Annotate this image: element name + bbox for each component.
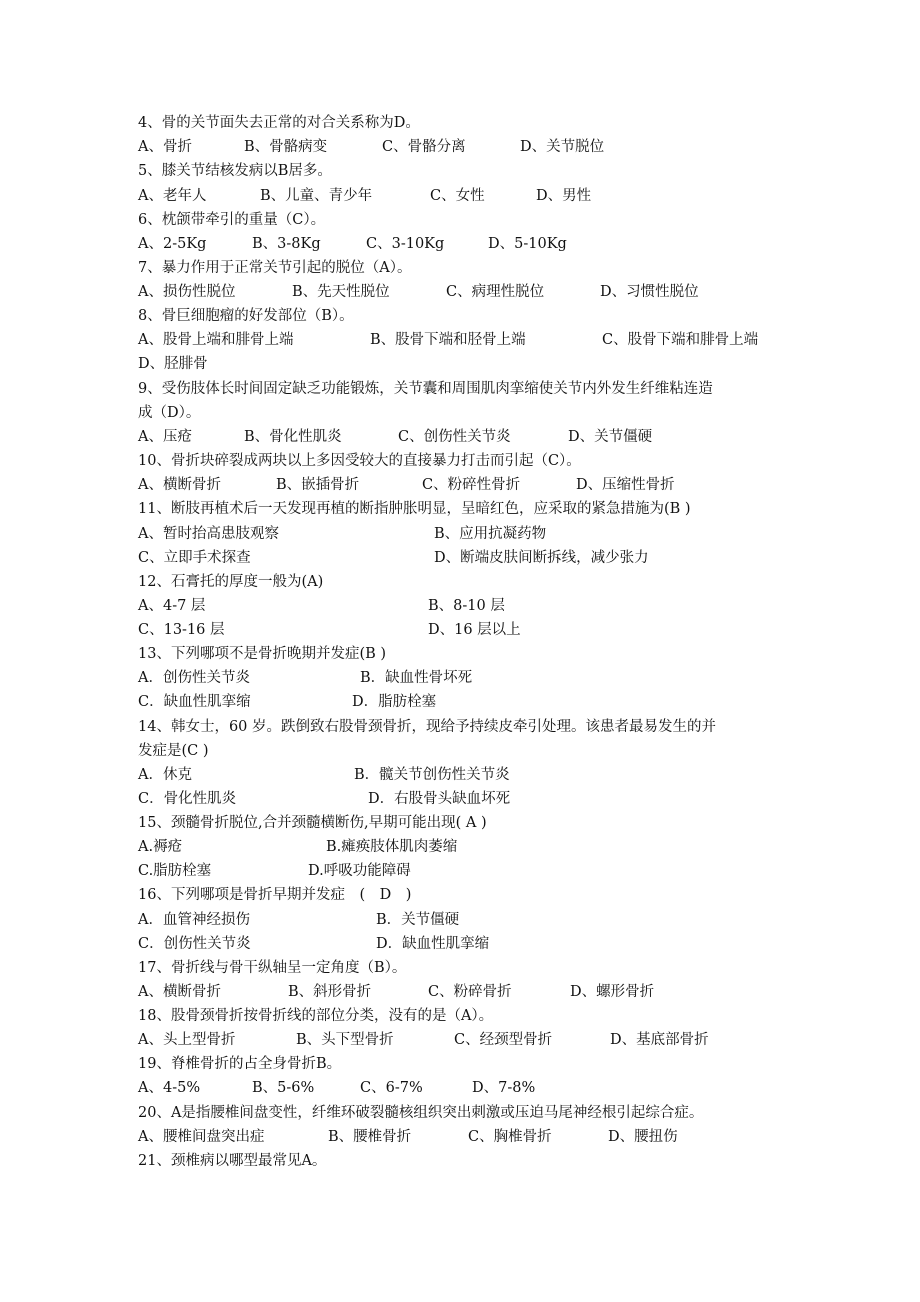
option-d: D．脂肪栓塞 [352,694,437,710]
option-d: D、男性 [536,188,592,204]
question-stem: 8、骨巨细胞瘤的好发部位（B）。 [138,308,354,324]
option-b: B、儿童、青少年 [260,188,373,204]
option-a: A、骨折 [138,139,192,155]
option-d: D、压缩性骨折 [576,477,675,493]
option-d: D、腰扭伤 [608,1129,678,1145]
option-c: C．创伤性关节炎 [138,936,251,952]
option-c: C、创伤性关节炎 [398,429,511,445]
option-a: A．休克 [138,767,192,783]
option-b: B、3-8Kg [252,236,321,252]
option-d: D、关节僵硬 [568,429,653,445]
option-b: B、斜形骨折 [288,984,372,1000]
option-c: C、股骨下端和腓骨上端 [602,332,759,348]
option-c: C、经颈型骨折 [454,1032,553,1048]
option-c: C、病理性脱位 [446,284,545,300]
question-stem: 9、受伤肢体长时间固定缺乏功能锻炼，关节囊和周围肌肉挛缩使关节内外发生纤维粘连造 [138,381,713,397]
option-c: C、粉碎性骨折 [422,477,521,493]
option-b: B、8-10 层 [428,598,505,614]
option-c: C、粉碎骨折 [428,984,512,1000]
question-stem: 15、颈髓骨折脱位,合并颈髓横断伤,早期可能出现( A ) [138,815,487,831]
option-b: B、骨骼病变 [244,139,328,155]
option-a: A、头上型骨折 [138,1032,236,1048]
option-b: B、5-6% [252,1080,315,1096]
option-a: A．血管神经损伤 [138,912,250,928]
option-a: A、横断骨折 [138,477,221,493]
option-a: A、2-5Kg [138,236,207,252]
option-d: D．右股骨头缺血坏死 [368,791,511,807]
question-stem-continued: 成（D）。 [138,405,201,421]
option-c: C．缺血性肌挛缩 [138,694,251,710]
option-b: B．关节僵硬 [376,912,460,928]
option-d: D、16 层以上 [428,622,521,638]
option-c: C、立即手术探查 [138,550,251,566]
option-a: A、4-5% [138,1080,201,1096]
question-stem: 18、股骨颈骨折按骨折线的部位分类，没有的是（A）。 [138,1008,494,1024]
option-c: C、6-7% [360,1080,423,1096]
option-b: B、先天性脱位 [292,284,390,300]
option-d: D．缺血性肌挛缩 [376,936,490,952]
option-d: D、关节脱位 [520,139,605,155]
option-c: C．骨化性肌炎 [138,791,237,807]
option-b: B、嵌插骨折 [276,477,360,493]
question-stem: 6、枕颌带牵引的重量（C）。 [138,212,326,228]
question-stem: 5、膝关节结核发病以B居多。 [138,163,332,179]
option-a: A．创伤性关节炎 [138,670,250,686]
option-b: B．缺血性骨坏死 [360,670,473,686]
option-b: B、股骨下端和胫骨上端 [370,332,526,348]
option-a: A、股骨上端和腓骨上端 [138,332,294,348]
option-d: D、5-10Kg [488,236,567,252]
option-b: B、骨化性肌炎 [244,429,342,445]
option-d: D、螺形骨折 [570,984,655,1000]
option-a: A、老年人 [138,188,207,204]
option-a: A、损伤性脱位 [138,284,236,300]
question-stem: 12、石膏托的厚度一般为(A) [138,574,324,590]
question-stem: 21、颈椎病以哪型最常见A。 [138,1153,327,1169]
question-stem: 10、骨折块碎裂成两块以上多因受较大的直接暴力打击而引起（C）。 [138,453,581,469]
option-a: A、暂时抬高患肢观察 [138,526,279,542]
question-stem: 20、A是指腰椎间盘变性，纤维环破裂髓核组织突出刺激或压迫马尾神经根引起综合症。 [138,1105,704,1121]
question-stem: 17、骨折线与骨干纵轴呈一定角度（B）。 [138,960,407,976]
question-stem-continued: 发症是(C ) [138,743,209,759]
option-a: A、压疮 [138,429,192,445]
option-d: D、断端皮肤间断拆线，减少张力 [434,550,649,566]
question-stem: 4、骨的关节面失去正常的对合关系称为D。 [138,115,420,131]
option-c: C.脂肪栓塞 [138,863,212,879]
option-b: B、应用抗凝药物 [434,526,547,542]
option-c: C、胸椎骨折 [468,1129,552,1145]
option-b: B．髋关节创伤性关节炎 [354,767,510,783]
question-stem: 11、断肢再植术后一天发现再植的断指肿胀明显，呈暗红色，应采取的紧急措施为(B ) [138,501,691,517]
question-stem: 13、下列哪项不是骨折晚期并发症(B ) [138,646,387,662]
option-d: D、7-8% [472,1080,536,1096]
question-stem: 16、下列哪项是骨折早期并发症 ( D ) [138,887,412,903]
option-c: C、3-10Kg [366,236,445,252]
question-stem: 7、暴力作用于正常关节引起的脱位（A）。 [138,260,412,276]
option-b: B.瘫痪肢体肌肉萎缩 [326,839,458,855]
option-d: D、习惯性脱位 [600,284,699,300]
option-d: D、胫腓骨 [138,356,208,372]
option-b: B、腰椎骨折 [328,1129,412,1145]
question-stem: 14、韩女士，60 岁。跌倒致右股骨颈骨折，现给予持续皮牵引处理。该患者最易发生的并 [138,719,717,735]
option-a: A、腰椎间盘突出症 [138,1129,265,1145]
option-a: A、横断骨折 [138,984,221,1000]
option-c: C、骨骼分离 [382,139,466,155]
question-stem: 19、脊椎骨折的占全身骨折B。 [138,1056,342,1072]
option-a: A、4-7 层 [138,598,206,614]
option-a: A.褥疮 [138,839,183,855]
option-d: D.呼吸功能障碍 [308,863,411,879]
option-c: C、13-16 层 [138,622,225,638]
option-b: B、头下型骨折 [296,1032,394,1048]
option-c: C、女性 [430,188,485,204]
option-d: D、基底部骨折 [610,1032,709,1048]
